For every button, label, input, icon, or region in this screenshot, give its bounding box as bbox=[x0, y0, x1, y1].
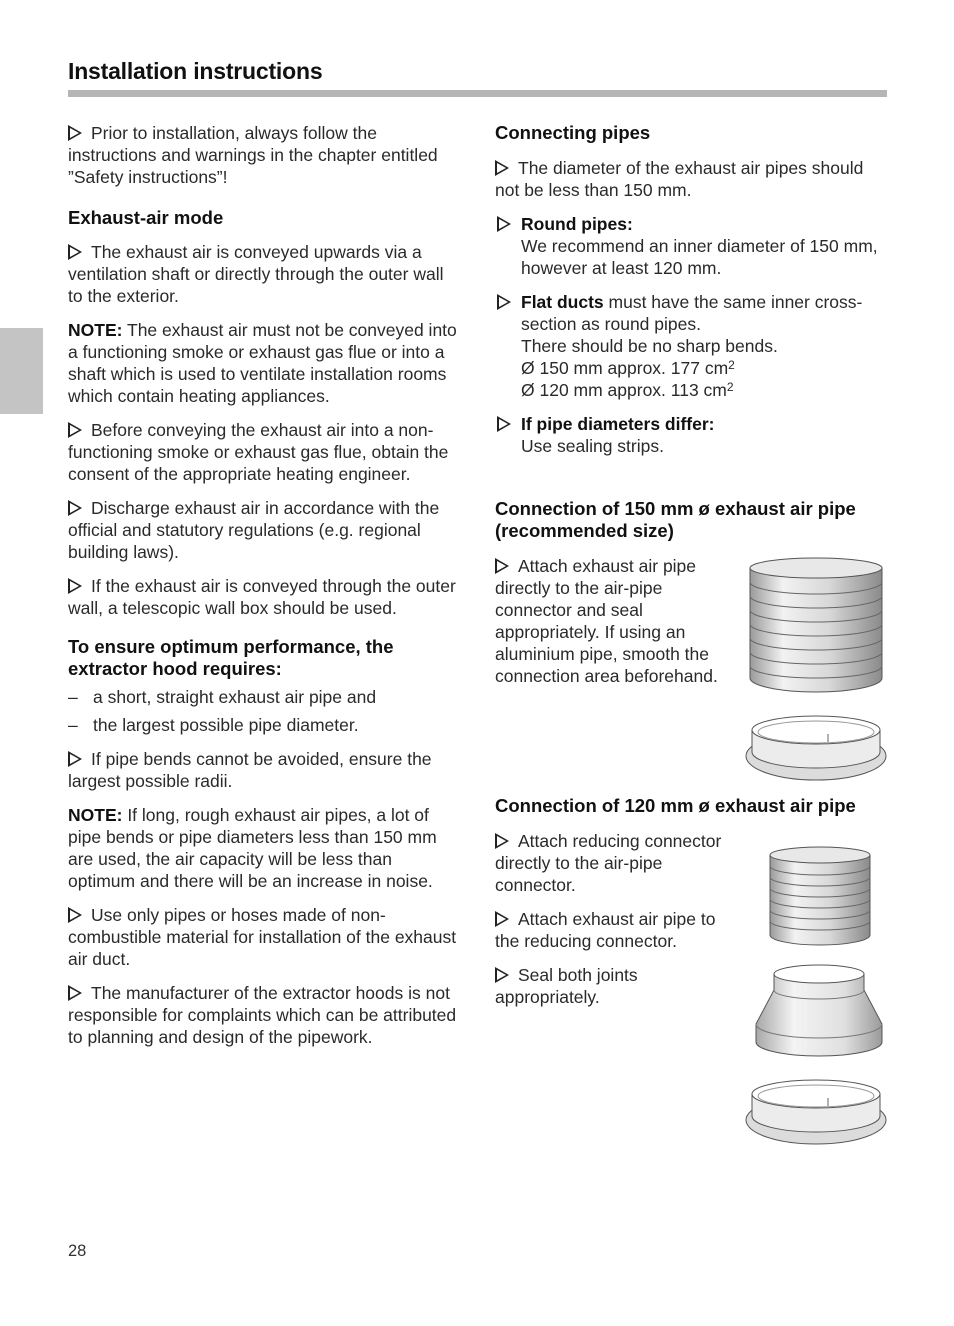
flat-ducts-item: Flat ducts must have the same inner cross-section as round pipes. There should be no sharp bends. Ø 150 mm approx. 177 $cm^2$ Ø 120 mm approx. 113 $cm^2$ bbox=[495, 291, 887, 401]
flexible-pipe-120-illustration bbox=[764, 845, 876, 949]
page-number: 28 bbox=[68, 1242, 87, 1260]
page-title: Installation instructions bbox=[68, 58, 323, 84]
air-pipe-connector-150-illustration bbox=[744, 708, 888, 786]
exhaust-paragraph-3: Discharge exhaust air in accordance with the official and statutory regulations (e.g. regional building laws). bbox=[68, 498, 440, 562]
triangle-bullet-icon bbox=[68, 578, 82, 594]
air-pipe-connector-120-illustration bbox=[744, 1072, 888, 1150]
connection-120-paragraph-1: Attach reducing connector directly to the air-pipe connector. bbox=[495, 831, 722, 895]
differ-item: If pipe diameters differ: Use sealing strips. bbox=[495, 413, 887, 457]
triangle-bullet-icon bbox=[495, 160, 509, 176]
left-column bbox=[68, 122, 460, 1060]
triangle-bullet-icon bbox=[497, 416, 511, 432]
triangle-bullet-icon bbox=[68, 500, 82, 516]
bends-paragraph: If pipe bends cannot be avoided, ensure the largest possible radii. bbox=[68, 749, 432, 791]
triangle-bullet-icon bbox=[68, 244, 82, 260]
connection-150-paragraph: Attach exhaust air pipe directly to the air-pipe connector and seal appropriately. If using an aluminium pipe, smooth the connection area beforehand. bbox=[495, 556, 718, 686]
triangle-bullet-icon bbox=[68, 125, 82, 141]
optimum-heading: To ensure optimum performance, the extractor hood requires: bbox=[68, 636, 394, 679]
triangle-bullet-icon bbox=[497, 294, 511, 310]
connection-150-heading: Connection of 150 mm ø exhaust air pipe (recommended size) bbox=[495, 498, 856, 541]
materials-paragraph: Use only pipes or hoses made of non-combustible material for installation of the exhaust air duct. bbox=[68, 905, 457, 969]
flexible-pipe-150-illustration bbox=[744, 556, 888, 696]
exhaust-paragraph-1: The exhaust air is conveyed upwards via a ventilation shaft or directly through the outer wall to the exterior. bbox=[68, 242, 444, 306]
list-item: – the largest possible pipe diameter. bbox=[68, 715, 359, 735]
triangle-bullet-icon bbox=[495, 833, 509, 849]
triangle-bullet-icon bbox=[495, 558, 509, 574]
exhaust-paragraph-2: Before conveying the exhaust air into a non-functioning smoke or exhaust gas flue, obtain the consent of the appropriate heating engineer. bbox=[68, 420, 449, 484]
triangle-bullet-icon bbox=[495, 911, 509, 927]
title-rule bbox=[68, 90, 887, 97]
triangle-bullet-icon bbox=[68, 907, 82, 923]
diameter-paragraph: The diameter of the exhaust air pipes should not be less than 150 mm. bbox=[495, 158, 864, 200]
note-2: NOTE: If long, rough exhaust air pipes, a lot of pipe bends or pipe diameters less than 150 mm are used, the air capacity will be less than optimum and there will be an increase in noise. bbox=[68, 805, 437, 891]
connection-120-paragraph-3: Seal both joints appropriately. bbox=[495, 965, 638, 1007]
triangle-bullet-icon bbox=[495, 967, 509, 983]
connection-120-heading: Connection of 120 mm ø exhaust air pipe bbox=[495, 795, 856, 816]
exhaust-paragraph-4: If the exhaust air is conveyed through the outer wall, a telescopic wall box should be used. bbox=[68, 576, 456, 618]
chapter-tab bbox=[0, 328, 43, 414]
triangle-bullet-icon bbox=[68, 985, 82, 1001]
triangle-bullet-icon bbox=[68, 751, 82, 767]
connection-120-paragraph-2: Attach exhaust air pipe to the reducing connector. bbox=[495, 909, 716, 951]
manufacturer-paragraph: The manufacturer of the extractor hoods is not responsible for complaints which can be attributed to planning and design of the pipework. bbox=[68, 983, 457, 1047]
note-1: NOTE: The exhaust air must not be conveyed into a functioning smoke or exhaust gas flue or into a shaft which is used to ventilate installation rooms which contain heating appliances. bbox=[68, 320, 457, 406]
triangle-bullet-icon bbox=[497, 216, 511, 232]
reducing-connector-illustration bbox=[752, 962, 886, 1062]
exhaust-air-heading: Exhaust-air mode bbox=[68, 207, 224, 228]
round-pipes-item: Round pipes: We recommend an inner diameter of 150 mm, however at least 120 mm. bbox=[495, 213, 887, 279]
intro-paragraph: Prior to installation, always follow the instructions and warnings in the chapter entitled ”Safety instructions”! bbox=[68, 123, 438, 187]
triangle-bullet-icon bbox=[68, 422, 82, 438]
connecting-pipes-heading: Connecting pipes bbox=[495, 122, 651, 143]
list-item: – a short, straight exhaust air pipe and bbox=[68, 687, 377, 707]
